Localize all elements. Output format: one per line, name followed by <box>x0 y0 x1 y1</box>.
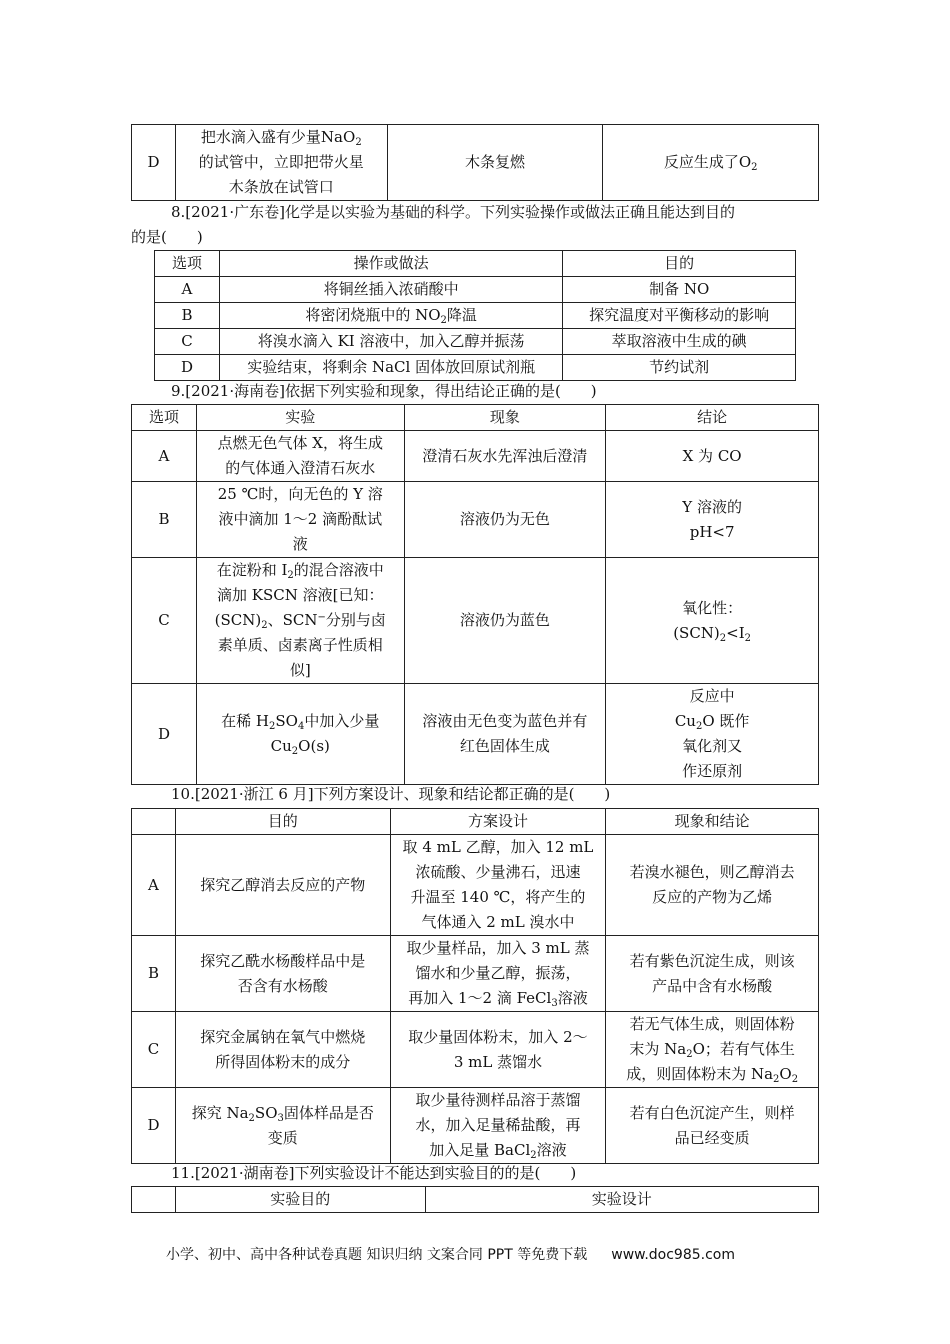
option-label: D <box>155 355 220 381</box>
col-header: 操作或做法 <box>219 251 562 277</box>
col-header: 现象和结论 <box>606 809 819 835</box>
col-header: 目的 <box>175 809 390 835</box>
page-footer <box>166 1244 735 1264</box>
question-10-table <box>131 808 819 1164</box>
question-9-table <box>131 404 819 785</box>
option-label: C <box>132 558 197 684</box>
option-label: A <box>155 277 220 303</box>
col-header: 现象 <box>404 405 606 431</box>
goal-cell: 探究金属钠在氧气中燃烧 所得固体粉末的成分 <box>175 1012 390 1088</box>
option-label: A <box>132 835 176 936</box>
conclusion-cell: X 为 CO <box>606 431 819 482</box>
purpose-cell: 探究温度对平衡移动的影响 <box>563 303 796 329</box>
table-header-row <box>132 1187 819 1213</box>
col-header: 实验目的 <box>175 1187 425 1213</box>
phenomenon-cell: 溶液仍为蓝色 <box>404 558 606 684</box>
operation-cell: 实验结束，将剩余 NaCl 固体放回原试剂瓶 <box>219 355 562 381</box>
experiment-cell: 点燃无色气体 X，将生成 的气体通入澄清石灰水 <box>196 431 404 482</box>
result-cell: 若溴水褪色，则乙醇消去 反应的产物为乙烯 <box>606 835 819 936</box>
col-header: 目的 <box>563 251 796 277</box>
col-header: 方案设计 <box>390 809 606 835</box>
plan-cell: 取少量固体粉末，加入 2～ 3 mL 蒸馏水 <box>390 1012 606 1088</box>
goal-cell: 探究乙醇消去反应的产物 <box>175 835 390 936</box>
purpose-cell: 萃取溶液中生成的碘 <box>563 329 796 355</box>
question-8-stem-line2: 的是( ) <box>131 228 203 246</box>
question-10-stem: 10.[2021·浙江 6 月]下列方案设计、现象和结论都正确的是( ) <box>171 785 611 803</box>
table-row <box>132 684 819 785</box>
col-header: 选项 <box>155 251 220 277</box>
plan-cell: 取少量待测样品溶于蒸馏 水，加入足量稀盐酸，再 加入足量 BaCl$_2$溶液 <box>390 1088 606 1164</box>
col-header <box>132 1187 176 1213</box>
option-label: C <box>132 1012 176 1088</box>
question-11-table <box>131 1186 819 1213</box>
operation-cell: 把水滴入盛有少量NaO$_2$ 的试管中，立即把带火星 木条放在试管口 <box>175 125 387 201</box>
operation-cell: 将密闭烧瓶中的 $NO_2$降温 <box>219 303 562 329</box>
table-row <box>155 277 796 303</box>
table-row <box>132 431 819 482</box>
col-header: 实验设计 <box>425 1187 818 1213</box>
experiment-cell: 在淀粉和 $I_2$的混合溶液中 滴加 KSCN 溶液[已知： $(SCN)_2$、SCN−分别与卤 素单质、卤素离子性质相 似] <box>196 558 404 684</box>
purpose-cell: 节约试剂 <box>563 355 796 381</box>
col-header: 结论 <box>606 405 819 431</box>
col-header <box>132 809 176 835</box>
footer-url[interactable]: www.doc985.com <box>611 1247 735 1263</box>
option-label: B <box>132 482 197 558</box>
prev-question-table <box>131 124 819 201</box>
table-row <box>132 835 819 936</box>
phenomenon-cell: 澄清石灰水先浑浊后澄清 <box>404 431 606 482</box>
goal-cell: 探究 $Na_2SO_3$固体样品是否 变质 <box>175 1088 390 1164</box>
table-row <box>155 303 796 329</box>
table-header-row <box>132 405 819 431</box>
option-label: D <box>132 1088 176 1164</box>
option-label: A <box>132 431 197 482</box>
conclusion-cell: 氧化性： $(SCN)_2<I_2$ <box>606 558 819 684</box>
result-cell: 若有白色沉淀产生，则样 品已经变质 <box>606 1088 819 1164</box>
table-row <box>155 329 796 355</box>
phenomenon-cell: 木条复燃 <box>387 125 603 201</box>
table-row <box>155 355 796 381</box>
table-row <box>132 125 819 201</box>
table-row <box>132 558 819 684</box>
table-header-row <box>132 809 819 835</box>
option-label: B <box>155 303 220 329</box>
operation-cell: 将铜丝插入浓硝酸中 <box>219 277 562 303</box>
question-8-table <box>154 250 796 381</box>
result-cell: 若无气体生成，则固体粉 末为 $Na_2O$；若有气体生 成，则固体粉末为 $Na_2O_2$ <box>606 1012 819 1088</box>
question-11-stem: 11.[2021·湖南卷]下列实验设计不能达到实验目的的是( ) <box>171 1164 577 1182</box>
col-header: 选项 <box>132 405 197 431</box>
phenomenon-cell: 溶液由无色变为蓝色并有 红色固体生成 <box>404 684 606 785</box>
conclusion-cell: 反应中 $Cu_2O$ 既作 氧化剂又 作还原剂 <box>606 684 819 785</box>
experiment-cell: 25 ℃时，向无色的 Y 溶 液中滴加 1～2 滴酚酞试 液 <box>196 482 404 558</box>
option-label: D <box>132 125 176 201</box>
question-9-stem: 9.[2021·海南卷]依据下列实验和现象，得出结论正确的是( ) <box>171 382 597 400</box>
table-row <box>132 1012 819 1088</box>
conclusion-cell: Y 溶液的 pH<7 <box>606 482 819 558</box>
col-header: 实验 <box>196 405 404 431</box>
result-cell: 若有紫色沉淀生成，则该 产品中含有水杨酸 <box>606 936 819 1012</box>
table-header-row <box>155 251 796 277</box>
table-row <box>132 936 819 1012</box>
option-label: C <box>155 329 220 355</box>
option-label: D <box>132 684 197 785</box>
question-8-stem: 8.[2021·广东卷]化学是以实验为基础的科学。下列实验操作或做法正确且能达到目的 <box>171 203 735 221</box>
experiment-cell: 在稀 $H_2SO_4$中加入少量 $Cu_2O(s)$ <box>196 684 404 785</box>
plan-cell: 取 4 mL 乙醇，加入 12 mL 浓硫酸、少量沸石，迅速 升温至 140 ℃，将产生的 气体通入 2 mL 溴水中 <box>390 835 606 936</box>
footer-text: 小学、初中、高中各种试卷真题 知识归纳 文案合同 PPT 等免费下载 <box>166 1247 588 1263</box>
purpose-cell: 制备 NO <box>563 277 796 303</box>
goal-cell: 探究乙酰水杨酸样品中是 否含有水杨酸 <box>175 936 390 1012</box>
table-row <box>132 1088 819 1164</box>
phenomenon-cell: 溶液仍为无色 <box>404 482 606 558</box>
plan-cell: 取少量样品，加入 3 mL 蒸 馏水和少量乙醇，振荡， 再加入 1～2 滴 FeCl$_3$溶液 <box>390 936 606 1012</box>
table-row <box>132 482 819 558</box>
option-label: B <box>132 936 176 1012</box>
operation-cell: 将溴水滴入 KI 溶液中，加入乙醇并振荡 <box>219 329 562 355</box>
conclusion-cell: 反应生成了$O_2$ <box>603 125 819 201</box>
